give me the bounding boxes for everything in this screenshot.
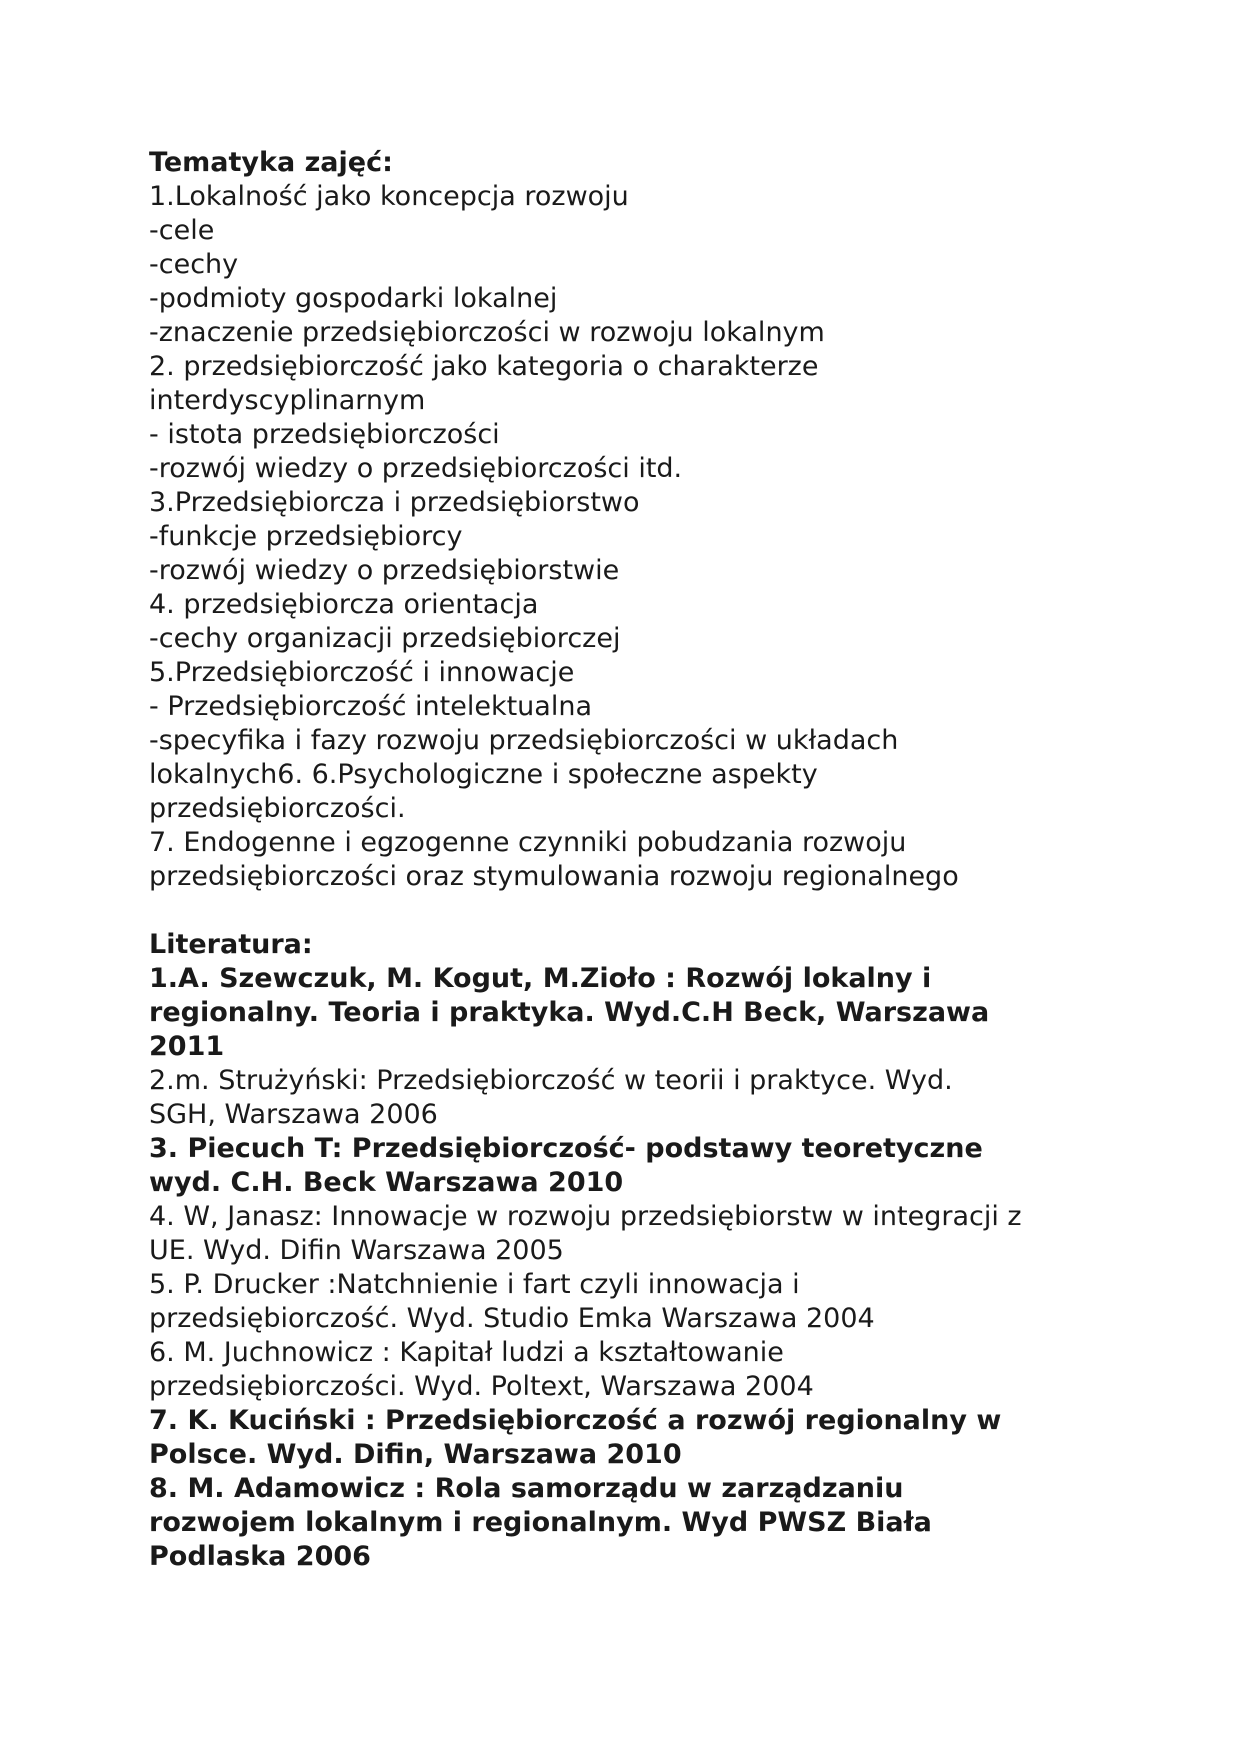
document-page [149,146,1149,1574]
topic-line: -rozwój wiedzy o przedsiębiorstwie [149,555,620,586]
section-spacer [149,894,1149,928]
topic-line: 4. przedsiębiorcza orientacja [149,589,539,620]
reference-line: przedsiębiorczość. Wyd. Studio Emka Warszawa 2004 [149,1303,875,1334]
topic-line: lokalnych6. 6.Psychologiczne i społeczne aspekty [149,759,818,790]
topics-section [149,146,1149,894]
reference-line: przedsiębiorczości. Wyd. Poltext, Warszawa 2004 [149,1371,814,1402]
topic-line: -podmioty gospodarki lokalnej [149,283,558,314]
topic-line: -cele [149,215,215,246]
reference-line: rozwojem lokalnym i regionalnym. Wyd PWSZ Biała [149,1507,932,1538]
topic-line: -cechy [149,249,239,280]
reference-line: 2.m. Strużyński: Przedsiębiorczość w teorii i praktyce. Wyd. [149,1065,953,1096]
topic-line: 5.Przedsiębiorczość i innowacje [149,657,575,688]
reference-line: UE. Wyd. Difin Warszawa 2005 [149,1235,564,1266]
reference-line: Polsce. Wyd. Difin, Warszawa 2010 [149,1439,682,1470]
reference-line: Podlaska 2006 [149,1541,371,1572]
topic-line: - istota przedsiębiorczości [149,419,500,450]
reference-line: regionalny. Teoria i praktyka. Wyd.C.H Beck, Warszawa [149,997,990,1028]
topic-line: -rozwój wiedzy o przedsiębiorczości itd. [149,453,683,484]
reference-line: 5. P. Drucker :Natchnienie i fart czyli innowacja i [149,1269,800,1300]
reference-line: 1.A. Szewczuk, M. Kogut, M.Zioło : Rozwój lokalny i [149,963,932,994]
reference-line: SGH, Warszawa 2006 [149,1099,438,1130]
reference-line: 4. W, Janasz: Innowacje w rozwoju przedsiębiorstw w integracji z [149,1201,1022,1232]
topic-line: -cechy organizacji przedsiębiorczej [149,623,621,654]
topic-line: interdyscyplinarnym [149,385,426,416]
topic-line: - Przedsiębiorczość intelektualna [149,691,592,722]
topic-line: -specyfika i fazy rozwoju przedsiębiorczości w układach [149,725,899,756]
reference-line: 8. M. Adamowicz : Rola samorządu w zarządzaniu [149,1473,904,1504]
literature-heading: Literatura: [149,929,313,960]
reference-line: 7. K. Kuciński : Przedsiębiorczość a rozwój regionalny w [149,1405,1002,1436]
reference-line: wyd. C.H. Beck Warszawa 2010 [149,1167,624,1198]
literature-section [149,928,1149,1574]
reference-line: 6. M. Juchnowicz : Kapitał ludzi a kształtowanie [149,1337,784,1368]
topic-line: 3.Przedsiębiorcza i przedsiębiorstwo [149,487,640,518]
topics-heading: Tematyka zajęć: [149,147,393,178]
topic-line: przedsiębiorczości oraz stymulowania rozwoju regionalnego [149,861,959,892]
topic-line: -funkcje przedsiębiorcy [149,521,463,552]
topic-line: przedsiębiorczości. [149,793,406,824]
reference-line: 2011 [149,1031,225,1062]
topic-line: 7. Endogenne i egzogenne czynniki pobudzania rozwoju [149,827,907,858]
reference-line: 3. Piecuch T: Przedsiębiorczość- podstawy teoretyczne [149,1133,983,1164]
topic-line: -znaczenie przedsiębiorczości w rozwoju lokalnym [149,317,825,348]
topic-line: 2. przedsiębiorczość jako kategoria o charakterze [149,351,819,382]
topic-line: 1.Lokalność jako koncepcja rozwoju [149,181,629,212]
